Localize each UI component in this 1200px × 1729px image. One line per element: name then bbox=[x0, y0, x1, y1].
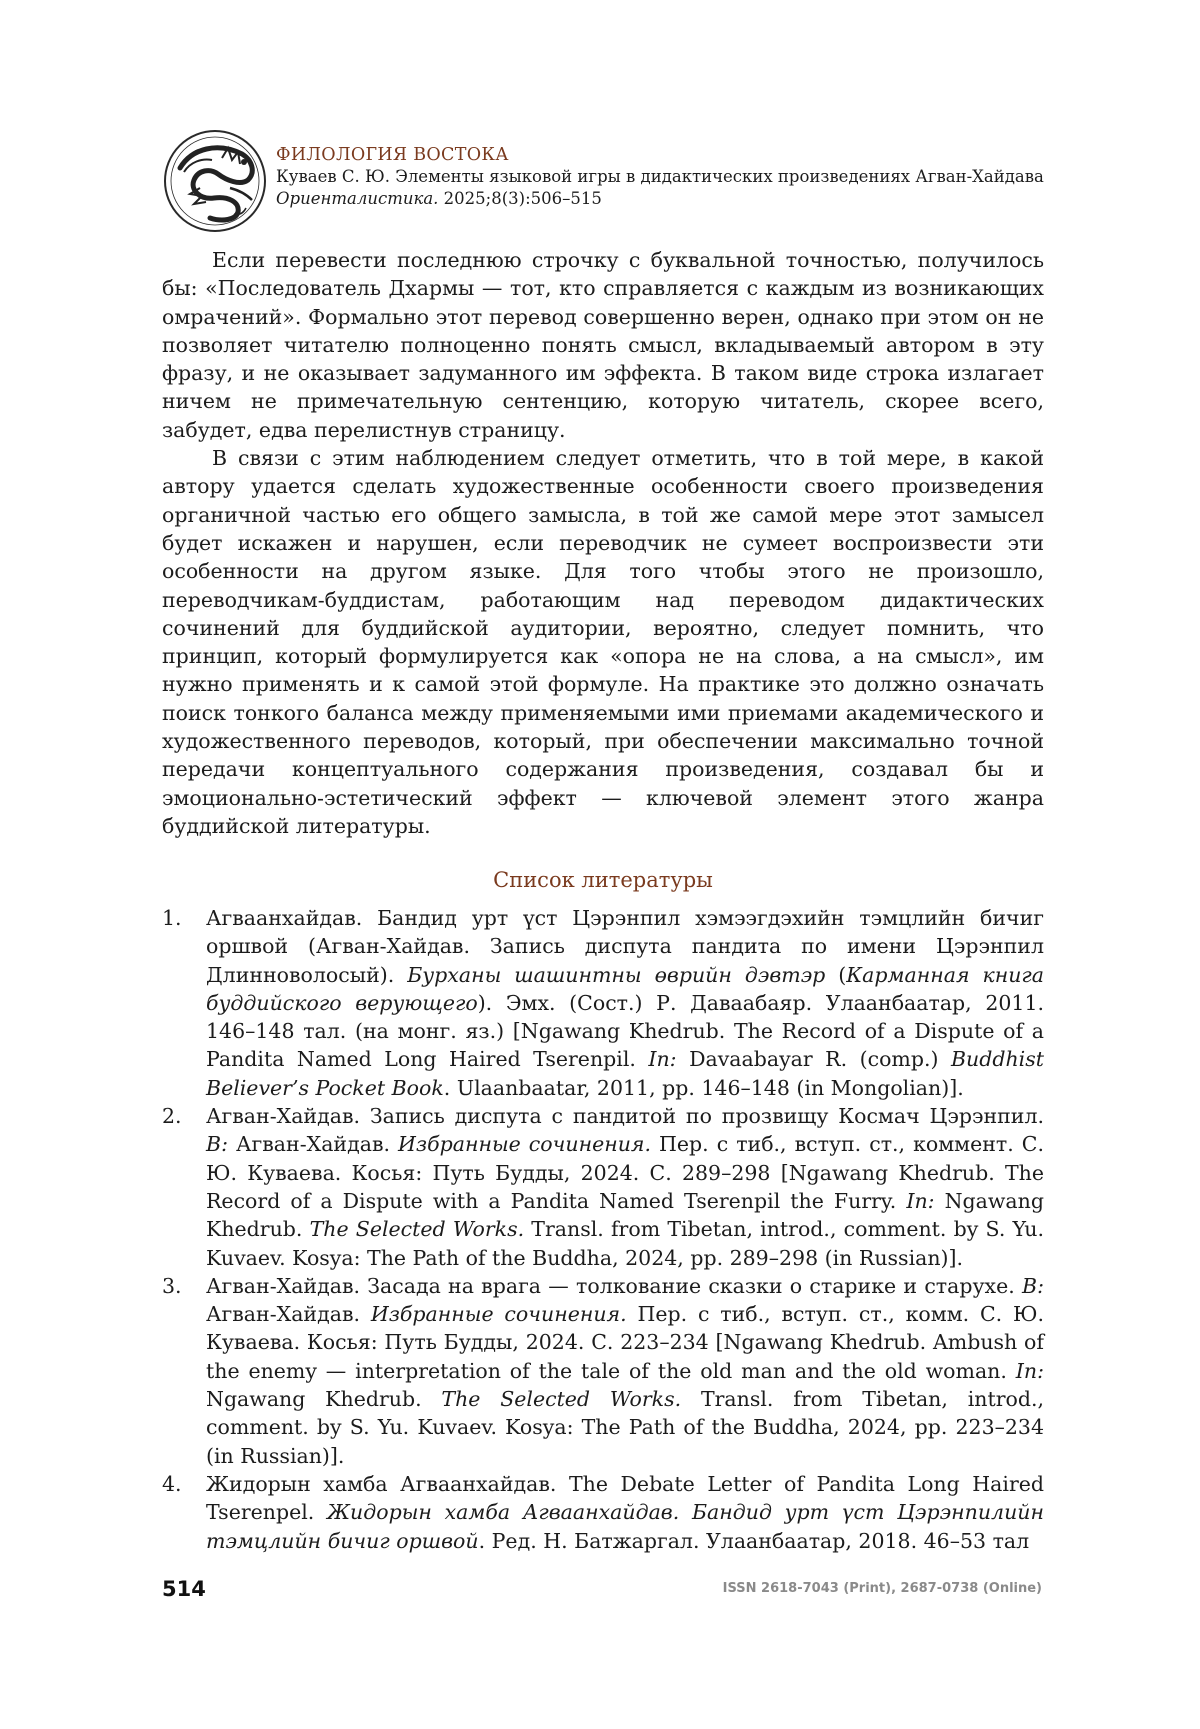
reference-number: 4. bbox=[162, 1471, 182, 1496]
reference-marker: In: bbox=[648, 1047, 677, 1072]
reference-text: Ngawang Khedrub. bbox=[206, 1188, 1044, 1242]
reference-marker: В: bbox=[206, 1132, 228, 1157]
reference-title: Избранные сочинения. bbox=[398, 1132, 652, 1157]
references-list bbox=[162, 904, 1044, 1555]
page-number: 514 bbox=[162, 1577, 206, 1601]
journal-name: Ориенталистика. bbox=[276, 189, 439, 208]
reference-text: Агван-Хайдав. bbox=[206, 1302, 371, 1327]
reference-text: Transl. from Tibetan, introd., comment. by S. Yu. Kuvaev. Kosya: The Path of the Buddha, 2024, pp. 223–234 (in Russian)]. bbox=[206, 1387, 1044, 1468]
reference-item bbox=[162, 1272, 1044, 1470]
reference-title: Жидорын хамба Агваанхайдав. Бандид урт үст Цэрэнпилийн тэмцлийн бичиг оршвой bbox=[206, 1500, 1044, 1553]
reference-text: Transl. from Tibetan, introd., comment. by S. Yu. Kuvaev. Kosya: The Path of the Buddha, 2024, pp. 289–298 (in Russian)]. bbox=[206, 1217, 1044, 1270]
reference-text: Davaabayar R. (comp.) bbox=[676, 1047, 951, 1072]
article-reference: Куваев С. Ю. Элементы языковой игры в дидактических произведениях Агван-Хайдава bbox=[276, 167, 1044, 186]
reference-number: 1. bbox=[162, 906, 182, 930]
reference-title: Избранные сочинения. bbox=[370, 1302, 627, 1327]
journal-issue: 2025;8(3):506–515 bbox=[443, 189, 602, 208]
reference-text: Агваанхайдав. Бандид урт үст Цэрэнпил хэмээгдэхийн тэмцлийн бичиг оршвой (Агван-Хайдав. Запись диспута пандита по имени Цэрэнпил Длинноволосый). bbox=[206, 906, 1044, 987]
header-text bbox=[276, 144, 1066, 210]
reference-text: ( bbox=[825, 962, 847, 987]
paragraph: Если перевести последнюю строчку с буквальной точностью, получилось бы: «Последователь Дхармы — тот, кто справляется с каждым из возникающих омрачений». Формально этот перевод совершенно верен, однако при этом он не позволяет читателю полноценно понять смысл, вкладываемый автором в эту фразу, и не оказывает задуманного им эффекта. В таком виде строка излагает ничем не примечательную сентенцию, которую читатель, скорее всего, забудет, едва перелистнув страницу. bbox=[162, 248, 1044, 442]
article-body bbox=[162, 246, 1044, 840]
dragon-emblem-icon bbox=[160, 128, 270, 234]
journal-section-title: ФИЛОЛОГИЯ ВОСТОКА bbox=[276, 145, 509, 165]
reference-text: Жидорын хамба Агваанхайдав. The Debate Letter of Pandita Long Haired Tserenpel. bbox=[206, 1471, 1044, 1525]
reference-marker: В: bbox=[1022, 1273, 1044, 1298]
reference-text: Пер. с тиб., вступ. ст., коммент. С. Ю. Куваева. Косья: Путь Будды, 2024. С. 289–298 [Ngawang Khedrub. The Record of a Dispute with a Pandita Named Tserenpil the Furry. bbox=[206, 1132, 1044, 1213]
reference-item bbox=[162, 1470, 1044, 1555]
reference-text: Агван-Хайдав. Засада на врага — толкование сказки о старике и старухе. bbox=[206, 1273, 1023, 1298]
reference-title: Buddhist Believer’s Pocket Book bbox=[206, 1047, 1044, 1100]
reference-title: The Selected Works. bbox=[309, 1217, 525, 1242]
reference-text: . Ulaanbaatar, 2011, pp. 146–148 (in Mongolian)]. bbox=[443, 1075, 964, 1100]
reference-item bbox=[162, 904, 1044, 1102]
reference-title: Бурханы шашинтны өврийн дэвтэр bbox=[407, 962, 826, 987]
reference-marker: In: bbox=[1015, 1358, 1044, 1383]
journal-citation bbox=[276, 188, 1066, 210]
reference-text: Агван-Хайдав. Запись диспута с пандитой по прозвищу Космач Цэрэнпил. bbox=[206, 1104, 1044, 1129]
reference-text: Пер. с тиб., вступ. ст., комм. С. Ю. Куваева. Косья: Путь Будды, 2024. С. 223–234 [Ngawang Khedrub. Ambush of the enemy — interpretation of the tale of the old man and the old woman. bbox=[206, 1302, 1044, 1383]
reference-title: The Selected Works. bbox=[441, 1387, 682, 1412]
reference-text: Агван-Хайдав. bbox=[227, 1132, 399, 1157]
reference-marker: In: bbox=[906, 1188, 935, 1213]
issn-line: ISSN 2618-7043 (Print), 2687-0738 (Online) bbox=[722, 1581, 1042, 1596]
reference-text: ). Эмх. (Сост.) Р. Даваабаяр. Улаанбаатар, 2011. 146–148 тал. (на монг. яз.) [Ngawang Khedrub. The Record of a Dispute of a Pandita Named Long Haired Tserenpil. bbox=[206, 990, 1045, 1072]
reference-text: . Ред. Н. Батжаргал. Улаанбаатар, 2018. 46–53 тал bbox=[478, 1528, 1030, 1553]
paragraph: В связи с этим наблюдением следует отметить, что в той мере, в какой автору удается сделать художественные особенности своего произведения органичной частью его общего замысла, в той же самой мере этот замысел будет искажен и нарушен, если переводчик не сумеет воспроизвести эти особенности на другом языке. Для того чтобы этого не произошло, переводчикам-буддистам, работающим над переводом дидактических сочинений для буддийской аудитории, вероятно, следует помнить, что принцип, который формулируется как «опора не на слова, а на смысл», им нужно применять и к самой этой формуле. На практике это должно означать поиск тонкого баланса между применяемыми ими приемами академического и художественного переводов, который, при обеспечении максимально точной передачи концептуального содержания произведения, создавал бы и эмоционально-эстетический эффект — ключевой элемент этого жанра буддийской литературы. bbox=[162, 446, 1044, 838]
reference-number: 2. bbox=[162, 1104, 182, 1129]
reference-item bbox=[162, 1102, 1044, 1272]
reference-number: 3. bbox=[162, 1273, 182, 1298]
reference-text: Ngawang Khedrub. bbox=[206, 1387, 442, 1412]
reference-title: Карманная книга буддийского верующего bbox=[206, 962, 1045, 1015]
references-heading: Список литературы bbox=[493, 868, 713, 892]
page-header bbox=[160, 128, 1060, 234]
